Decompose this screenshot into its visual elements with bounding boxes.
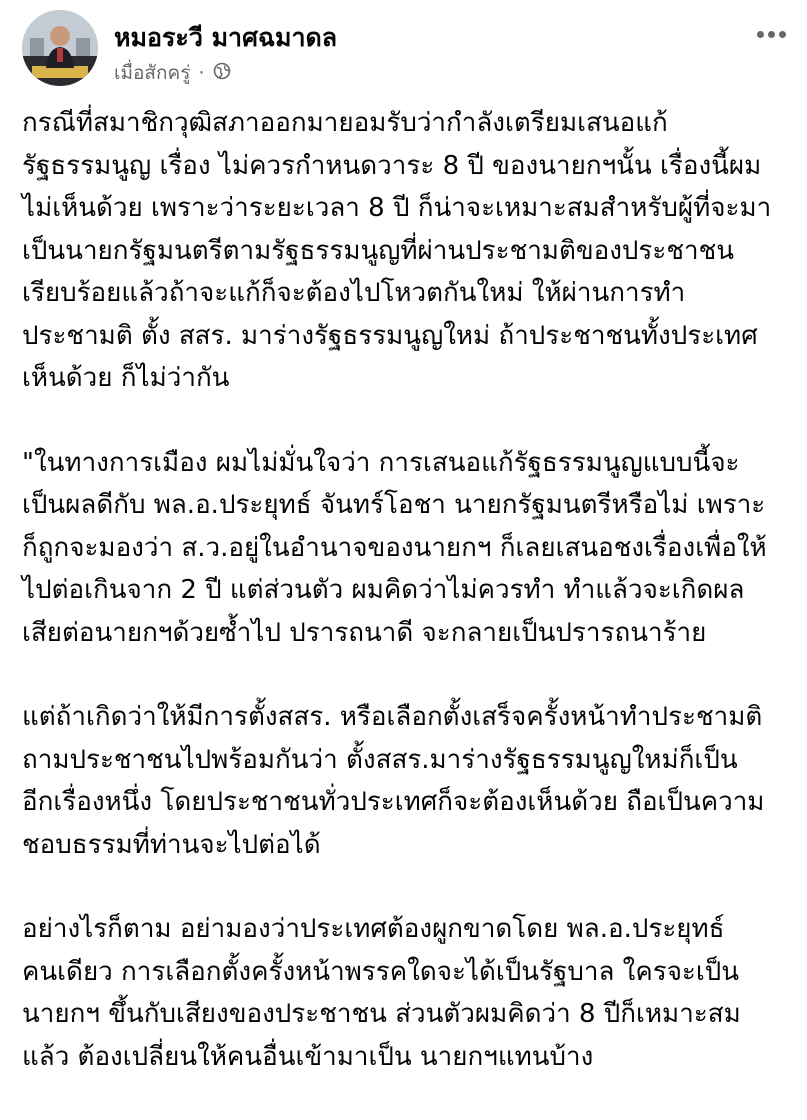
post-text-line: เรียบร้อยแล้วถ้าจะแก้ก็จะต้องไปโหวตกันใหม่ ให้ผ่านการทำ <box>22 278 686 308</box>
post-text-line: อีกเรื่องหนึ่ง โดยประชาชนทั่วประเทศก็จะต้องเห็นด้วย ถือเป็นความ <box>22 787 765 817</box>
post-header <box>22 10 792 90</box>
post-text-line: กรณีที่สมาชิกวุฒิสภาออกมายอมรับว่ากำลังเตรียมเสนอแก้ <box>22 108 668 138</box>
post-text-line: เห็นด้วย ก็ไม่ว่ากัน <box>22 363 230 393</box>
post-text-line: เป็นผลดีกับ พล.อ.ประยุทธ์ จันทร์โอชา นายกรัฐมนตรีหรือไม่ เพราะ <box>22 490 766 520</box>
post-text-line: เป็นนายกรัฐมนตรีตามรัฐธรรมนูญที่ผ่านประชามติของประชาชน <box>22 235 735 266</box>
post-text-line: ไม่เห็นด้วย เพราะว่าระยะเวลา 8 ปี ก็น่าจะเหมาะสมสำหรับผู้ที่จะมา <box>22 193 772 223</box>
globe-icon <box>213 62 231 85</box>
post-text-line: คนเดียว การเลือกตั้งครั้งหน้าพรรคใดจะได้เป็นรัฐบาล ใครจะเป็น <box>22 956 740 987</box>
post-text-line: เสียต่อนายกฯด้วยซ้ำไป ปรารถนาดี จะกลายเป็นปรารถนาร้าย <box>22 617 707 648</box>
post-text-line: "ในทางการเมือง ผมไม่มั่นใจว่า การเสนอแก้รัฐธรรมนูญแบบนี้จะ <box>22 447 740 478</box>
post-text-line: แต่ถ้าเกิดว่าให้มีการตั้งสสร. หรือเลือกตั้งเสร็จครั้งหน้าทำประชามติ <box>22 702 763 732</box>
author-name[interactable]: หมอระวี มาศฉมาดล <box>114 23 338 52</box>
post-text-line: นายกฯ ขึ้นกับเสียงของประชาชน ส่วนตัวผมคิดว่า 8 ปีก็เหมาะสม <box>22 999 741 1029</box>
post-body <box>22 102 792 1120</box>
post-paragraph-1 <box>22 102 792 400</box>
post-text-line: อย่างไรก็ตาม อย่ามองว่าประเทศต้องผูกขาดโดย พล.อ.ประยุทธ์ <box>22 914 725 944</box>
post-text-line: ประชามติ ตั้ง สสร. มาร่างรัฐธรรมนูญใหม่ ถ้าประชาชนทั้งประเทศ <box>22 320 758 351</box>
post-paragraph-2 <box>22 442 792 655</box>
post-paragraph-4 <box>22 908 792 1078</box>
more-dot <box>757 31 764 38</box>
post-timestamp[interactable]: เมื่อสักครู่ <box>114 62 191 84</box>
more-dot <box>768 31 775 38</box>
post-text-line: ไปต่อเกินจาก 2 ปี แต่ส่วนตัว ผมคิดว่าไม่ควรทำ ทำแล้วจะเกิดผล <box>22 575 745 605</box>
post-text-line: ก็ถูกจะมองว่า ส.ว.อยู่ในอำนาจของนายกฯ ก็เลยเสนอชงเรื่องเพื่อให้ <box>22 532 767 563</box>
more-options-icon[interactable] <box>752 22 790 46</box>
meta-separator: · <box>198 62 205 84</box>
more-dot <box>779 31 786 38</box>
post-paragraph-3 <box>22 696 792 866</box>
post-text-line: รัฐธรรมนูญ เรื่อง ไม่ควรกำหนดวาระ 8 ปี ของนายกฯนั้น เรื่องนี้ผม <box>22 150 762 181</box>
post-text-line: ชอบธรรมที่ท่านจะไปต่อได้ <box>22 829 321 860</box>
profile-photo <box>22 10 98 86</box>
post-text-line: ถามประชาชนไปพร้อมกันว่า ตั้งสสร.มาร่างรัฐธรรมนูญใหม่ก็เป็น <box>22 744 738 775</box>
post-meta <box>114 60 231 86</box>
author-avatar[interactable] <box>22 10 98 86</box>
post-text-line: แล้ว ต้องเปลี่ยนให้คนอื่นเข้ามาเป็น นายกฯแทนบ้าง <box>22 1041 594 1072</box>
